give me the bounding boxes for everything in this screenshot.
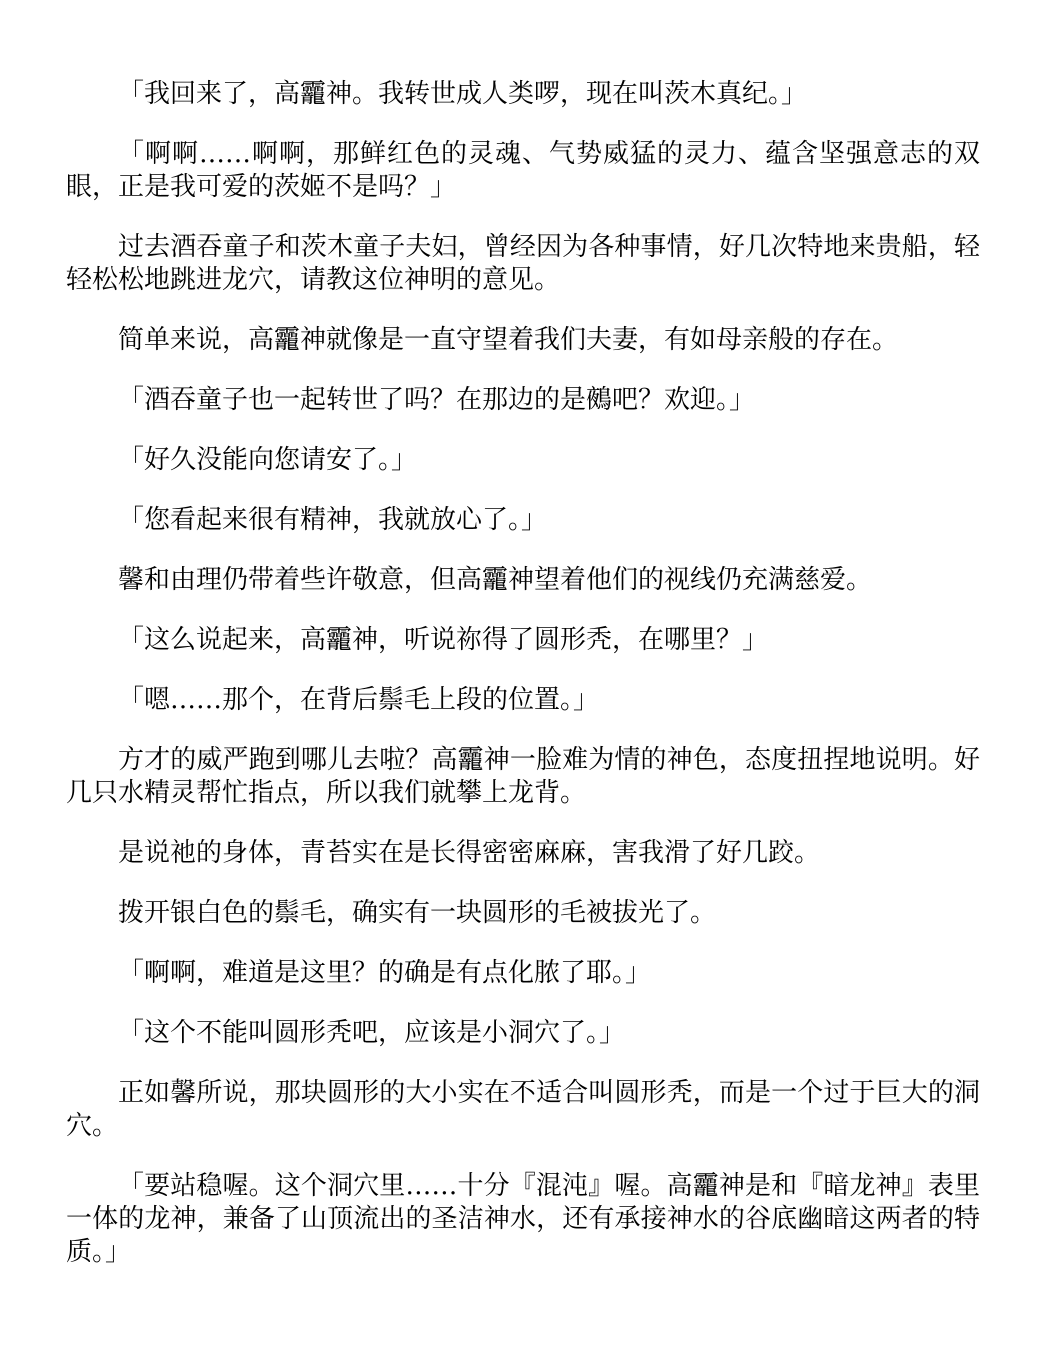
paragraph: 过去酒吞童子和茨木童子夫妇，曾经因为各种事情，好几次特地来贵船，轻轻松松地跳进龙穴，请教这位神明的意见。 xyxy=(66,232,980,295)
paragraph: 简单来说，高龗神就像是一直守望着我们夫妻，有如母亲般的存在。 xyxy=(118,325,899,355)
paragraph: 「酒吞童子也一起转世了吗？在那边的是鵺吧？欢迎。」 xyxy=(118,385,756,415)
paragraph: 「要站稳喔。这个洞穴里……十分『混沌』喔。高龗神是和『暗龙神』表里一体的龙神，兼备了山顶流出的圣洁神水，还有承接神水的谷底幽暗这两者的特质。」 xyxy=(66,1171,980,1267)
paragraph: 「这个不能叫圆形秃吧，应该是小洞穴了。」 xyxy=(118,1018,626,1048)
paragraph: 「啊啊，难道是这里？的确是有点化脓了耶。」 xyxy=(118,958,652,988)
paragraph: 方才的威严跑到哪儿去啦？高龗神一脸难为情的神色，态度扭捏地说明。好几只水精灵帮忙指点，所以我们就攀上龙背。 xyxy=(66,745,980,808)
paragraph: 是说祂的身体，青苔实在是长得密密麻麻，害我滑了好几跤。 xyxy=(118,838,821,868)
paragraph: 「您看起来很有精神，我就放心了。」 xyxy=(118,505,548,535)
document-page xyxy=(66,78,980,1296)
paragraph: 拨开银白色的鬃毛，确实有一块圆形的毛被拔光了。 xyxy=(118,898,717,928)
paragraph: 「我回来了，高龗神。我转世成人类啰，现在叫茨木真纪。」 xyxy=(118,79,808,109)
paragraph: 「好久没能向您请安了。」 xyxy=(118,445,418,475)
paragraph: 「这么说起来，高龗神，听说祢得了圆形秃，在哪里？」 xyxy=(118,625,769,655)
paragraph: 「啊啊……啊啊，那鲜红色的灵魂、气势威猛的灵力、蕴含坚强意志的双眼，正是我可爱的茨姬不是吗？」 xyxy=(66,139,980,202)
paragraph: 正如馨所说，那块圆形的大小实在不适合叫圆形秃，而是一个过于巨大的洞穴。 xyxy=(66,1078,980,1141)
paragraph: 「嗯……那个，在背后鬃毛上段的位置。」 xyxy=(118,685,600,715)
paragraph: 馨和由理仍带着些许敬意，但高龗神望着他们的视线仍充满慈爱。 xyxy=(118,565,873,595)
